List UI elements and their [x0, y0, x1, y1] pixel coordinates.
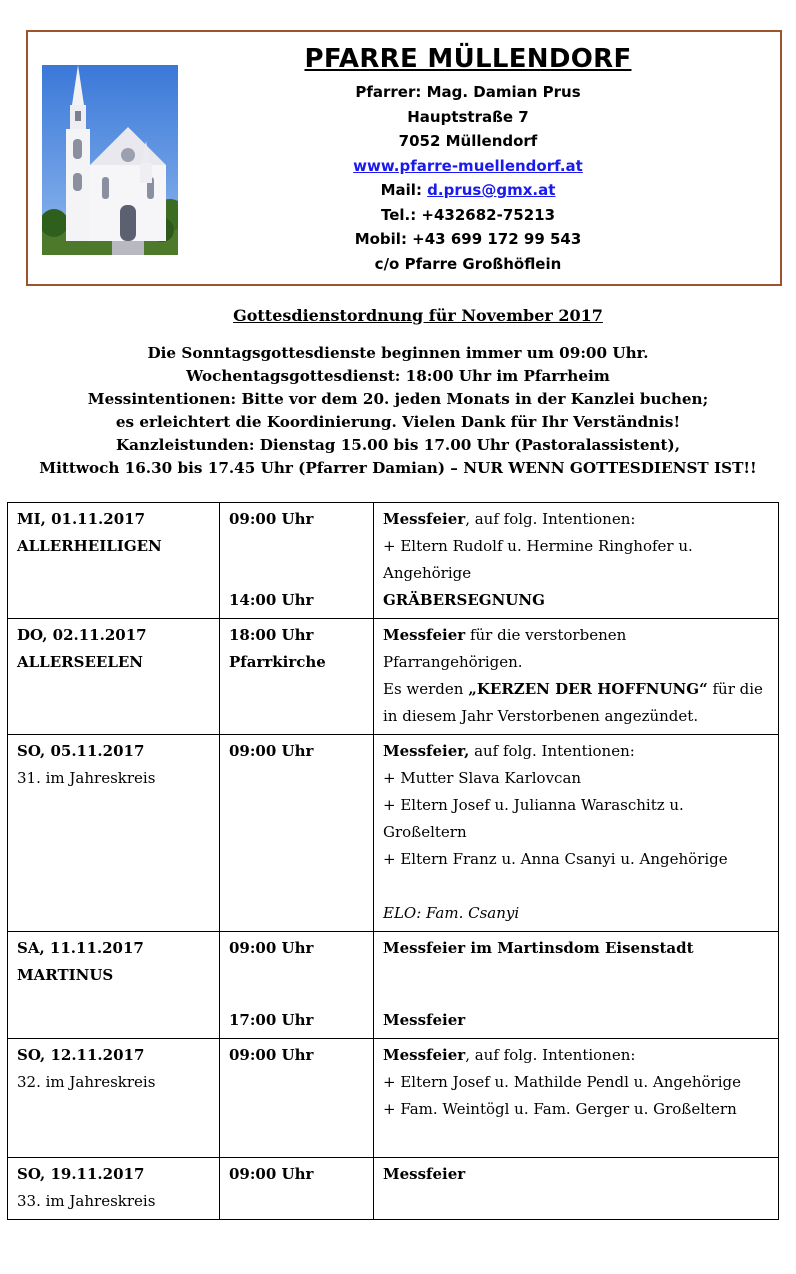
intro-line: Mittwoch 16.30 bis 17.45 Uhr (Pfarrer Damian) – NUR WENN GOTTESDIENST IST!! [39, 459, 757, 477]
time-cell [220, 735, 374, 932]
row-time: 09:00 Uhr [229, 510, 314, 528]
schedule-intro [0, 302, 796, 480]
row-time: 09:00 Uhr [229, 1046, 314, 1064]
row-place: Pfarrkirche [229, 653, 326, 671]
table-row [8, 1039, 779, 1158]
mass-label: Messfeier [383, 1165, 466, 1183]
table-row [8, 619, 779, 735]
schedule-table [7, 502, 779, 1220]
note-highlight: „KERZEN DER HOFFNUNG“ [468, 680, 708, 698]
extra-service: Messfeier [383, 1011, 466, 1029]
schedule-title: Gottesdienstordnung für November 2017 [233, 306, 603, 325]
service-cell [374, 1039, 779, 1158]
row-feast: MARTINUS [17, 966, 114, 984]
note-text: für die in diesem Jahr Verstorbenen angezündet. [383, 680, 763, 725]
time-cell [220, 503, 374, 619]
row-time: 14:00 Uhr [229, 591, 314, 609]
intention-line: + Eltern Josef u. Mathilde Pendl u. Angehörige [383, 1073, 741, 1091]
pfarrer-line: Pfarrer: Mag. Damian Prus [355, 83, 581, 101]
time-cell [220, 1158, 374, 1220]
church-image [42, 65, 178, 255]
intro-line: Kanzleistunden: Dienstag 15.00 bis 17.00 Uhr (Pastoralassistent), [115, 436, 681, 454]
website-link[interactable]: www.pfarre-muellendorf.at [353, 156, 583, 175]
table-row [8, 932, 779, 1039]
row-feast: 33. im Jahreskreis [17, 1192, 156, 1210]
date-cell [8, 1039, 220, 1158]
time-cell [220, 932, 374, 1039]
intro-line: Wochentagsgottesdienst: 18:00 Uhr im Pfarrheim [186, 367, 610, 385]
extra-service: GRÄBERSEGNUNG [383, 591, 545, 609]
row-time: 18:00 Uhr [229, 626, 314, 644]
row-feast: 31. im Jahreskreis [17, 769, 156, 787]
row-time: 09:00 Uhr [229, 742, 314, 760]
intro-line: Messintentionen: Bitte vor dem 20. jeden Monats in der Kanzlei buchen; [87, 390, 709, 408]
mail-label: Mail: [380, 181, 428, 199]
row-date: SO, 05.11.2017 [17, 742, 145, 760]
row-time: 09:00 Uhr [229, 939, 314, 957]
city-line: 7052 Müllendorf [398, 132, 538, 150]
mass-label: Messfeier im Martinsdom Eisenstadt [383, 939, 694, 957]
row-date: MI, 01.11.2017 [17, 510, 146, 528]
parish-contact [178, 38, 758, 276]
row-feast: ALLERSEELEN [17, 653, 144, 671]
row-date: SO, 12.11.2017 [17, 1046, 145, 1064]
intention-line: + Mutter Slava Karlovcan [383, 769, 582, 787]
table-row [8, 1158, 779, 1220]
table-row [8, 503, 779, 619]
table-row [8, 735, 779, 932]
row-feast: 32. im Jahreskreis [17, 1073, 156, 1091]
mass-label: Messfeier [383, 626, 466, 644]
mass-detail: auf folg. Intentionen: [469, 742, 635, 760]
row-date: SO, 19.11.2017 [17, 1165, 145, 1183]
mobil-line: Mobil: +43 699 172 99 543 [354, 230, 582, 248]
elo-note: ELO: Fam. Csanyi [383, 904, 520, 922]
tel-line: Tel.: +432682-75213 [380, 205, 556, 224]
row-time: 17:00 Uhr [229, 1011, 314, 1029]
row-date: SA, 11.11.2017 [17, 939, 144, 957]
date-cell [8, 932, 220, 1039]
intention-line: + Eltern Franz u. Anna Csanyi u. Angehörige [383, 850, 728, 868]
street-line: Hauptstraße 7 [407, 107, 529, 126]
date-cell [8, 1158, 220, 1220]
row-time: 09:00 Uhr [229, 1165, 314, 1183]
date-cell [8, 735, 220, 932]
time-cell [220, 1039, 374, 1158]
mass-label: Messfeier, [383, 742, 470, 760]
intention-line: + Fam. Weintögl u. Fam. Gerger u. Großeltern [383, 1100, 737, 1118]
service-cell [374, 619, 779, 735]
service-cell [374, 932, 779, 1039]
date-cell [8, 503, 220, 619]
time-cell [220, 619, 374, 735]
parish-header-box [26, 30, 782, 286]
note-text: Es werden [383, 680, 469, 698]
date-cell [8, 619, 220, 735]
mass-detail: für die verstorbenen Pfarrangehörigen. [383, 626, 627, 671]
intro-line: es erleichtert die Koordinierung. Vielen Dank für Ihr Verständnis! [115, 413, 681, 431]
intention-line: + Eltern Rudolf u. Hermine Ringhofer u. Angehörige [383, 537, 693, 582]
row-feast: ALLERHEILIGEN [17, 537, 162, 555]
service-cell [374, 735, 779, 932]
mass-detail: , auf folg. Intentionen: [465, 1046, 636, 1064]
mass-label: Messfeier [383, 1046, 466, 1064]
mail-line [178, 178, 758, 203]
parish-title: PFARRE MÜLLENDORF [304, 44, 632, 74]
intro-line: Die Sonntagsgottesdienste beginnen immer um 09:00 Uhr. [147, 344, 649, 362]
row-date: DO, 02.11.2017 [17, 626, 147, 644]
mail-link[interactable]: d.prus@gmx.at [427, 181, 556, 199]
service-cell [374, 503, 779, 619]
co-line: c/o Pfarre Großhöflein [374, 254, 562, 273]
intention-line: + Eltern Josef u. Julianna Waraschitz u. Großeltern [383, 796, 684, 841]
mass-label: Messfeier [383, 510, 466, 528]
mass-detail: , auf folg. Intentionen: [465, 510, 636, 528]
service-cell [374, 1158, 779, 1220]
